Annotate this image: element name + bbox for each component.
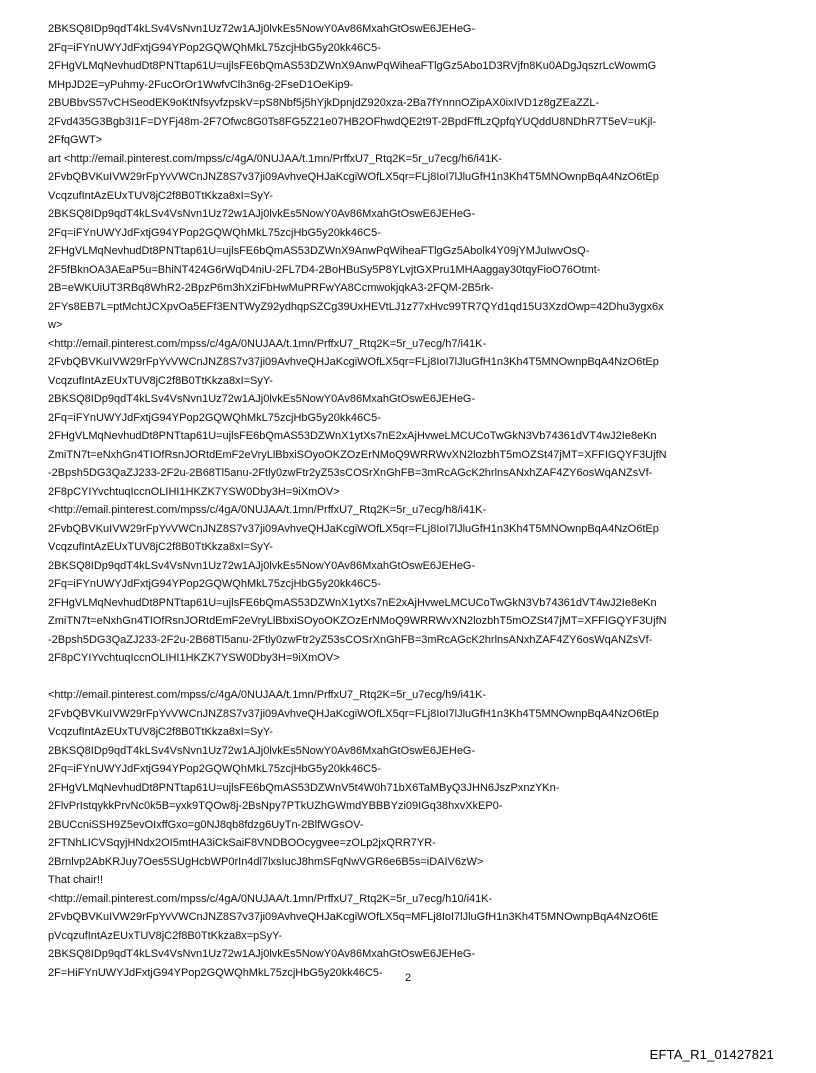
text-line: 2FTNhLICVSqyjHNdx2OI5mtHA3iCkSaiF8VNDBOOcygvee=zOLp2jxQRR7YR-	[48, 837, 436, 849]
text-line: 2F5fBknOA3AEaP5u=BhiNT424G6rWqD4niU-2FL7D4-2BoHBuSy5P8YLvjtGXPru1MHAaggay30tqyFioO76Otmt-	[48, 263, 601, 276]
text-line: 2BKSQ8IDp9qdT4kLSv4VsNvn1Uz72w1AJj0lvkEs5NowY0Av86MxahGtOswE6JEHeG-	[48, 559, 476, 572]
text-line: 2FvbQBVKuIVW29rFpYvVWCnJNZ8S7v37ji09AvhveQHJaKcgiWOfLX5qr=FLj8IoI7lJluGfH1n3Kh4T5MNOwnpBqA4NzO6tEp	[48, 707, 659, 720]
text-line: w>	[48, 319, 63, 331]
text-line: 2F=HiFYnUWYJdFxtjG94YPop2GQWQhMkL75zcjHbG5y20kk46C5-	[48, 966, 383, 979]
text-line: 2Fq=iFYnUWYJdFxtjG94YPop2GQWQhMkL75zcjHbG5y20kk46C5-	[48, 763, 381, 775]
text-line: ZmiTN7t=eNxhGn4TIOfRsnJORtdEmF2eVryLlBbxiSOyoOKZOzErNMoQ9WRRWvXN2lozbhT5mOZSt47jMT=XFFIGQYF3UjfN	[48, 615, 667, 627]
text-line: That chair!!	[48, 874, 104, 886]
text-line: VcqzufIntAzEUxTUV8jC2f8B0TtKkza8xI=SyY-	[48, 374, 273, 387]
text-line: 2BUCcniSSH9Z5evOIxffGxo=g0NJ8qb8fdzg6UyTn-2BlfWGsOV-	[48, 818, 364, 831]
text-line: 2B=eWKUiUT3RBq8WhR2-2BpzP6m3hXziFbHwMuPRFwYA8CcmwokjqkA3-2FQM-2B5rk-	[48, 282, 494, 294]
text-line: VcqzufIntAzEUxTUV8jC2f8B0TtKkza8xI=SyY-	[48, 726, 273, 738]
text-line: 2FHgVLMqNevhudDt8PNTtap61U=ujlsFE6bQmAS53DZWnX9AnwPqWiheaFTlgGz5Abolk4Y09jYMJuIwvOsQ-	[48, 245, 590, 257]
text-line: 2Brnlvp2AbKRJuy7Oes5SUgHcbWP0rIn4dl7lxsIucJ8hmSFqNwVGR6e6B5s=iDAIV6zW>	[48, 855, 484, 868]
text-line: 2Fq=iFYnUWYJdFxtjG94YPop2GQWQhMkL75zcjHbG5y20kk46C5-	[48, 411, 381, 424]
text-line: 2FvbQBVKuIVW29rFpYvVWCnJNZ8S7v37ji09AvhveQHJaKcgiWOfLX5qr=FLj8IoI7lJluGfH1n3Kh4T5MNOwnpBqA4NzO6tEp	[48, 356, 659, 368]
text-line: 2FvbQBVKuIVW29rFpYvVWCnJNZ8S7v37ji09AvhveQHJaKcgiWOfLX5qr=FLj8IoI7lJluGfH1n3Kh4T5MNOwnpBqA4NzO6tEp	[48, 522, 659, 535]
text-line: 2F8pCYIYvchtuqIccnOLIHI1HKZK7YSW0Dby3H=9iXmOV>	[48, 485, 340, 498]
text-line: 2FHgVLMqNevhudDt8PNTtap61U=ujlsFE6bQmAS53DZWnV5t4W0h71bX6TaMByQ3JHN6JszPxnzYKn-	[48, 781, 560, 794]
text-line: 2FvbQBVKuIVW29rFpYvVWCnJNZ8S7v37ji09AvhveQHJaKcgiWOfLX5qr=FLj8IoI7lJluGfH1n3Kh4T5MNOwnpBqA4NzO6tEp	[48, 171, 659, 183]
text-line: 2FlvPrIstqykkPrvNc0k5B=yxk9TQOw8j-2BsNpy7PTkUZhGWmdYBBBYzi09IGq38hxvXkEP0-	[48, 800, 503, 812]
text-line: <http://email.pinterest.com/mpss/c/4gA/0NUJAA/t.1mn/PrffxU7_Rtq2K=5r_u7ecg/h9/i41K-	[48, 689, 487, 701]
text-line: -2Bpsh5DG3QaZJ233-2F2u-2B68Tl5anu-2Ftly0zwFtr2yZ53sCOSrXnGhFB=3mRcAGcK2hrlnsANxhZAF4ZY6osWqANZsVf-	[48, 467, 653, 479]
text-line: 2F8pCYIYvchtuqIccnOLIHI1HKZK7YSW0Dby3H=9iXmOV>	[48, 652, 340, 664]
text-line: 2FHgVLMqNevhudDt8PNTtap61U=ujlsFE6bQmAS53DZWnX1ytXs7nE2xAjHvweLMCUCoTwGkN3Vb74361dVT4wJ2Ie8eKn	[48, 596, 657, 609]
text-line: 2BKSQ8IDp9qdT4kLSv4VsNvn1Uz72w1AJj0lvkEs5NowY0Av86MxahGtOswE6JEHeG-	[48, 744, 476, 757]
text-line: VcqzufIntAzEUxTUV8jC2f8B0TtKkza8xI=SyY-	[48, 541, 273, 553]
text-line: 2FHgVLMqNevhudDt8PNTtap61U=ujlsFE6bQmAS53DZWnX9AnwPqWiheaFTlgGz5Abo1D3RVjfn8Ku0ADgJqszrLcWowmG	[48, 60, 657, 72]
text-line: 2BKSQ8IDp9qdT4kLSv4VsNvn1Uz72w1AJj0lvkEs5NowY0Av86MxahGtOswE6JEHeG-	[48, 393, 476, 405]
text-line: <http://email.pinterest.com/mpss/c/4gA/0NUJAA/t.1mn/PrffxU7_Rtq2K=5r_u7ecg/h7/i41K-	[48, 337, 487, 350]
text-line: 2Fvd435G3Bgb3I1F=DYFj48m-2F7Ofwc8G0Ts8FG5Z21e07HB2OFhwdQE2t9T-2BpdFffLzQpfqYUQddU8NDhR7T5eV=uKjl-	[48, 115, 657, 128]
page-number: 2	[404, 972, 412, 984]
text-line: MHpJD2E=yPuhmy-2FucOrOr1WwfvClh3n6g-2FseD1OeKip9-	[48, 78, 354, 91]
text-line: ZmiTN7t=eNxhGn4TIOfRsnJORtdEmF2eVryLlBbxiSOyoOKZOzErNMoQ9WRRWvXN2lozbhT5mOZSt47jMT=XFFIGQYF3UjfN	[48, 448, 667, 461]
text-line: <http://email.pinterest.com/mpss/c/4gA/0NUJAA/t.1mn/PrffxU7_Rtq2K=5r_u7ecg/h10/i41K-	[48, 892, 493, 905]
text-line: 2Fq=iFYnUWYJdFxtjG94YPop2GQWQhMkL75zcjHbG5y20kk46C5-	[48, 41, 381, 54]
text-line: 2FYs8EB7L=ptMchtJCXpvOa5EFf3ENTWyZ92ydhqpSZCg39UxHEVtLJ1z77xHvc99TR7QYd1qd15U3XzdOwp=42Dhu3ygx6x	[48, 300, 664, 313]
text-line: <http://email.pinterest.com/mpss/c/4gA/0NUJAA/t.1mn/PrffxU7_Rtq2K=5r_u7ecg/h8/i41K-	[48, 504, 487, 516]
text-line: 2BKSQ8IDp9qdT4kLSv4VsNvn1Uz72w1AJj0lvkEs5NowY0Av86MxahGtOswE6JEHeG-	[48, 23, 476, 35]
text-line: 2FfqGWT>	[48, 134, 103, 146]
text-line: 2Fq=iFYnUWYJdFxtjG94YPop2GQWQhMkL75zcjHbG5y20kk46C5-	[48, 578, 381, 590]
text-line: 2BKSQ8IDp9qdT4kLSv4VsNvn1Uz72w1AJj0lvkEs5NowY0Av86MxahGtOswE6JEHeG-	[48, 208, 476, 220]
text-line: 2FvbQBVKuIVW29rFpYvVWCnJNZ8S7v37ji09AvhveQHJaKcgiWOfLX5q=MFLj8IoI7lJluGfH1n3Kh4T5MNOwnpBqA4NzO6tE	[48, 911, 659, 923]
blank-line	[48, 668, 770, 687]
text-line: VcqzufIntAzEUxTUV8jC2f8B0TtKkza8xI=SyY-	[48, 189, 273, 202]
text-line: 2BKSQ8IDp9qdT4kLSv4VsNvn1Uz72w1AJj0lvkEs5NowY0Av86MxahGtOswE6JEHeG-	[48, 948, 476, 960]
document-id-footer: EFTA_R1_01427821	[649, 1047, 774, 1062]
email-body-text	[48, 20, 770, 982]
text-line: 2BUBbvS57vCHSeodEK9oKtNfsyvfzpskV=pS8Nbf5j5hYjkDpnjdZ920xza-2Ba7fYnnnOZipAX0ixIVD1z8gZEaZZL-	[48, 97, 600, 109]
text-line: pVcqzufIntAzEUxTUV8jC2f8B0TtKkza8x=pSyY-	[48, 929, 283, 942]
text-line: 2FHgVLMqNevhudDt8PNTtap61U=ujlsFE6bQmAS53DZWnX1ytXs7nE2xAjHvweLMCUCoTwGkN3Vb74361dVT4wJ2Ie8eKn	[48, 430, 657, 442]
text-line: art <http://email.pinterest.com/mpss/c/4gA/0NUJAA/t.1mn/PrffxU7_Rtq2K=5r_u7ecg/h6/i41K-	[48, 152, 503, 165]
text-line: 2Fq=iFYnUWYJdFxtjG94YPop2GQWQhMkL75zcjHbG5y20kk46C5-	[48, 226, 381, 239]
text-line: -2Bpsh5DG3QaZJ233-2F2u-2B68Tl5anu-2Ftly0zwFtr2yZ53sCOSrXnGhFB=3mRcAGcK2hrlnsANxhZAF4ZY6osWqANZsVf-	[48, 633, 653, 646]
